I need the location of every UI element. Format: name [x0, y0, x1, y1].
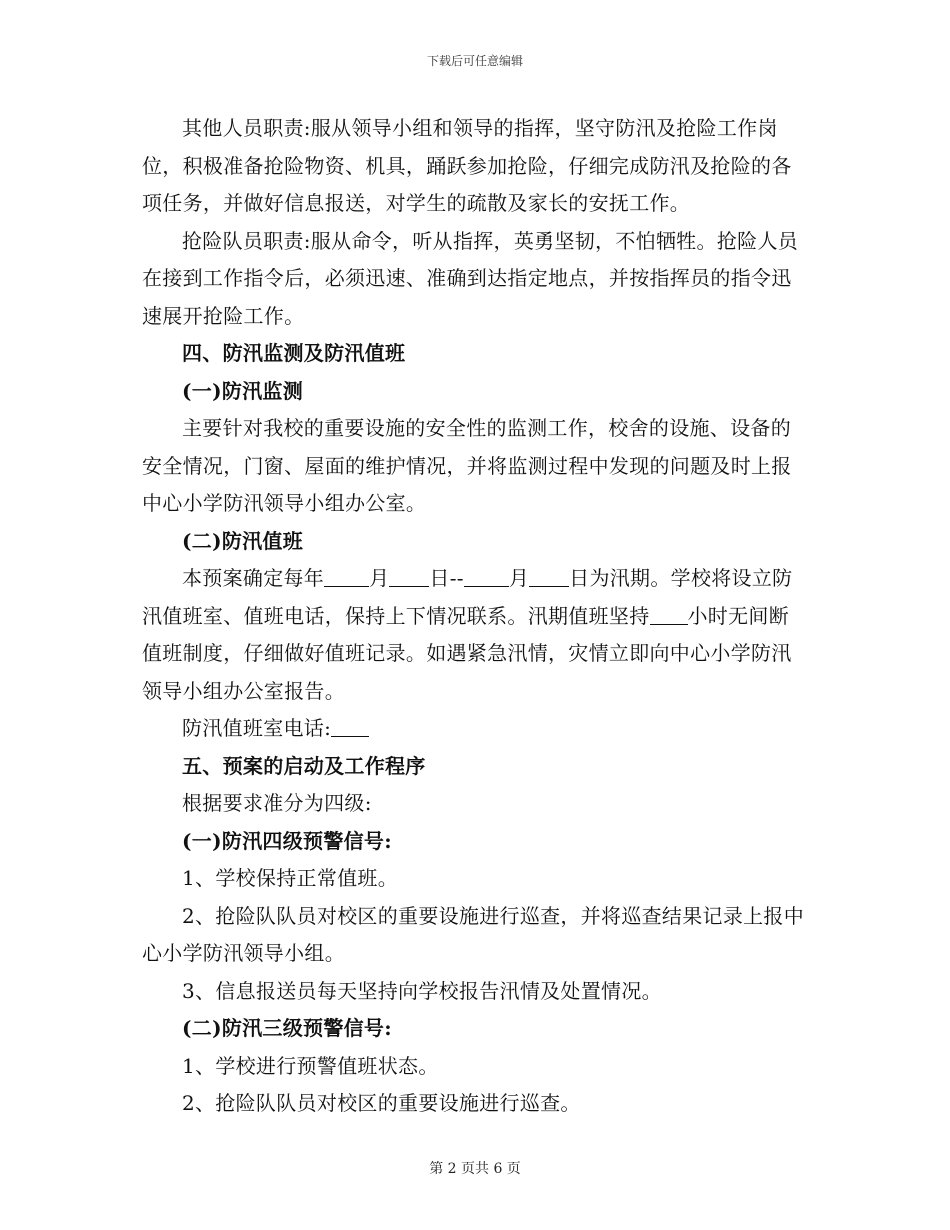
- blank-phone[interactable]: [331, 716, 369, 737]
- duty-text-6: 小时无间断值班制度，仔细做好值班记录。如遇紧急汛情，灾情立即向中心小学防汛领导小组办公室报告。: [142, 603, 792, 703]
- list-item: 2、抢险队队员对校区的重要设施进行巡查。: [182, 1091, 581, 1115]
- section-heading-5: 五、预案的启动及工作程序: [182, 753, 426, 778]
- page-header: 下载后可任意编辑: [426, 54, 523, 68]
- list-item: 2、抢险队队员对校区的重要设施进行巡查，并将巡查结果记录上报中心小学防汛领导小组。: [142, 903, 805, 965]
- duty-phone-label: 防汛值班室电话:: [182, 716, 332, 740]
- blank-day-start[interactable]: [389, 566, 429, 587]
- subsection-heading-monitoring: (一)防汛监测: [182, 378, 304, 403]
- paragraph-rescue-team-duties: 抢险队员职责:服从命令，听从指挥，英勇坚韧，不怕牺牲。抢险人员在接到工作指令后，必须迅速、准确到达指定地点，并按指挥员的指令迅速展开抢险工作。: [142, 228, 799, 328]
- subsection-heading-duty: (二)防汛值班: [182, 528, 304, 553]
- paragraph-levels: 根据要求准分为四级:: [182, 791, 372, 815]
- list-item: 1、学校保持正常值班。: [182, 866, 399, 890]
- blank-hours[interactable]: [650, 604, 688, 625]
- duty-text-5: 日为汛期。学校将设立防汛值班室、值班电话，保持上下情况联系。汛期值班坚持: [142, 566, 793, 628]
- list-item: 1、学校进行预警值班状态。: [182, 1053, 439, 1078]
- blank-month-end[interactable]: [464, 566, 509, 587]
- duty-text-3: 日--: [429, 566, 464, 590]
- duty-text-2: 月: [369, 566, 390, 590]
- duty-text-1: 本预案确定每年: [182, 566, 325, 590]
- subsection-heading-level4: (一)防汛四级预警信号:: [182, 828, 392, 853]
- paragraph-duty-phone: [142, 710, 808, 748]
- subsection-heading-level3: (二)防汛三级预警信号:: [182, 1016, 392, 1040]
- paragraph-other-staff-duties: 其他人员职责:服从领导小组和领导的指挥，坚守防汛及抢险工作岗位，积极准备抢险物资、机具，踊跃参加抢险，仔细完成防汛及抢险的各项任务，并做好信息报送，对学生的疏散及家长的安抚工作。: [142, 116, 792, 215]
- list-item: 3、信息报送员每天坚持向学校报告汛情及处置情况。: [182, 978, 662, 1003]
- duty-text-4: 月: [508, 566, 530, 590]
- paragraph-duty: [142, 560, 808, 710]
- blank-month-start[interactable]: [324, 566, 369, 587]
- paragraph-monitoring: 主要针对我校的重要设施的安全性的监测工作，校舍的设施、设备的安全情况，门窗、屋面的维护情况，并将监测过程中发现的问题及时上报中心小学防汛领导小组办公室。: [142, 416, 792, 515]
- page-footer: 第 2 页共 6 页: [429, 1161, 521, 1177]
- blank-day-end[interactable]: [529, 566, 569, 587]
- document-body: [142, 110, 808, 1123]
- section-heading-4: 四、防汛监测及防汛值班: [182, 341, 406, 365]
